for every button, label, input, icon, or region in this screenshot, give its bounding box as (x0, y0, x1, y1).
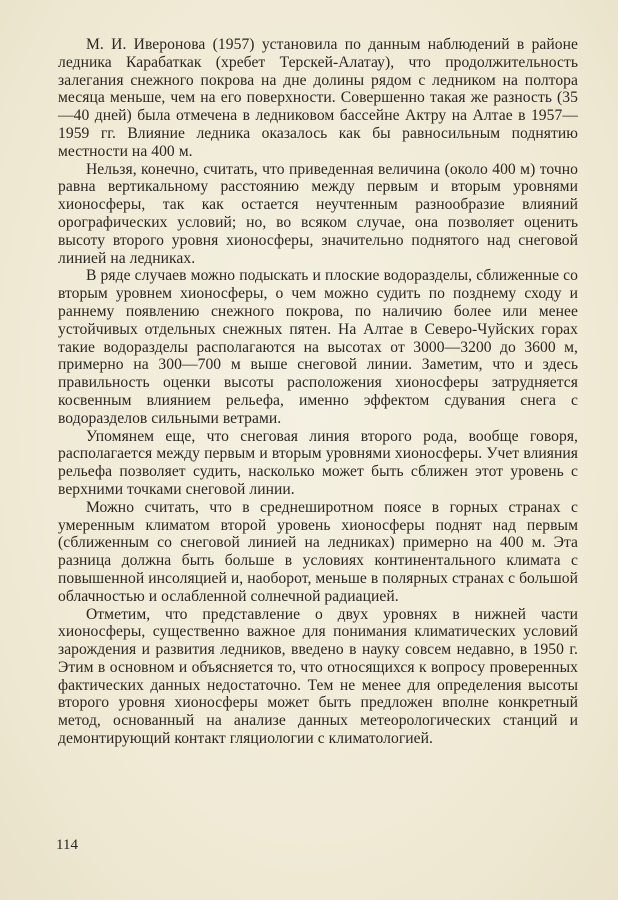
page-number: 114 (56, 837, 78, 853)
paragraph: Можно считать, что в среднеширотном поясе в горных странах с умеренным климатом второй уровень хионосферы поднят над первым (сближенным со снеговой линией на ледниках) примерно на 400 м. Эта разница должна быть больше в условиях континентального климата с повышенной инсоляцией и, наоборот, меньше в полярных странах с большой облачностью и ослабленной солнечной радиацией. (58, 498, 578, 605)
paragraph: Отметим, что представление о двух уровнях в нижней части хионосферы, существенно важное для понимания климатических условий зарождения и развития ледников, введено в науку совсем недавно, в 1950 г. Этим в основном и объясняется то, что относящихся к вопросу проверенных фактических данных недостаточно. Тем не менее для определения высоты второго уровня хионосферы может быть предложен вполне конкретный метод, основанный на анализе данных метеорологических станций и демонтирующий контакт гляциологии с климатологией. (58, 605, 578, 748)
paragraph: М. И. Иверонова (1957) установила по данным наблюдений в районе ледника Карабаткак (хребет Терскей-Алатау), что продолжительность залегания снежного покрова на дне долины рядом с ледником на полтора месяца меньше, чем на его поверхности. Совершенно такая же разность (35—40 дней) была отмечена в ледниковом бассейне Актру на Алтае в 1957—1959 гг. Влияние ледника оказалось как бы равносильным поднятию местности на 400 м. (58, 36, 578, 160)
paragraph: Упомянем еще, что снеговая линия второго рода, вообще говоря, располагается между первым и вторым уровнями хионосферы. Учет влияния рельефа позволяет судить, насколько может быть сближен этот уровень с верхними точками снеговой линии. (58, 427, 578, 498)
paragraph: Нельзя, конечно, считать, что приведенная величина (около 400 м) точно равна вертикальному расстоянию между первым и вторым уровнями хионосферы, так как остается неучтенным разнообразие влияний орографических условий; но, во всяком случае, она позволяет оценить высоту второго уровня хионосферы, значительно поднятого над снеговой линией на ледниках. (58, 160, 578, 267)
paragraph: В ряде случаев можно подыскать и плоские водоразделы, сближенные со вторым уровнем хионосферы, о чем можно судить по позднему сходу и раннему появлению снежного покрова, по наличию более или менее устойчивых отдельных снежных пятен. На Алтае в Северо-Чуйских горах такие водоразделы располагаются на высотах от 3000—3200 до 3600 м, примерно на 300—700 м выше снеговой линии. Заметим, что и здесь правильность оценки высоты расположения хионосферы затрудняется косвенным влиянием рельефа, именно эффектом сдувания снега с водоразделов сильными ветрами. (58, 267, 578, 427)
page-body (58, 36, 578, 748)
